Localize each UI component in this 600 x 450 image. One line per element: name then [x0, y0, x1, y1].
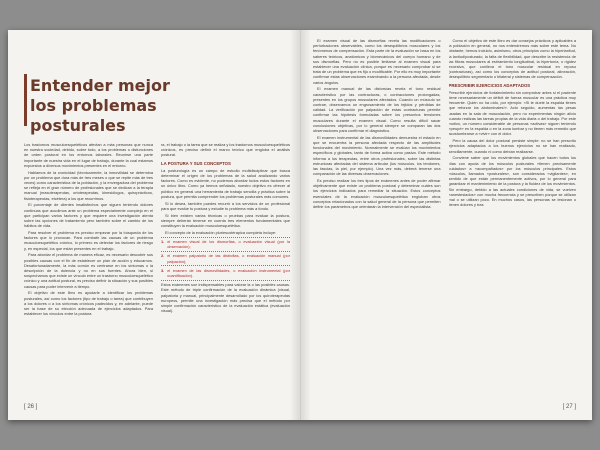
- paragraph: Conviene saber que los movimientos globales que hacen todos los días con ayuda de los músculos posturales «tienen precisamente cuidados» a «acompañados» por los músculos principales. Estos músculos, llamados «posturales», son considerados «vigilantes», en sentido de que están permanentemente activos, por lo general para garantizar el mantenimiento de la postura y la fluidez de los movimientos. Sin embargo, debido a las actuales condiciones de vida, se vuelven «anestesiados» con mucha frecuencia y se prescriben porque se utilizan mal o se utilizan poco. En muchos casos, las personas se lesionan o tienen dolores y tras: [448, 155, 576, 208]
- paragraph: Pero la causa del dolor postural persiste simple: no se han prescrito ejercicios adaptados a los buenos ejercicios no se han realizado, sencillamente, cuando ni como debían realizarse.: [448, 138, 576, 154]
- paragraph: El examen visual de las dismorfias revela las modificaciones o perturbaciones observables, como los desequilibrios musculares y los fenómenos de compensación. Esta parte de la evaluación se basa en los saberes teóricos, anatómicos y biomecánicos del cuerpo humano y de sus dismorfias. Pero no es posible limitarse al examen visual para establecer una evaluación clínica, porque es necesario comprobar si se trata de un problema que es fijo o modificable. Por ello es muy importante confirmar estas observaciones examinando a la persona afectada, desde varios ángulos.: [313, 38, 441, 85]
- list-item: [161, 253, 290, 263]
- chapter-title: [30, 76, 220, 136]
- section-heading: PRESCRIBIR EJERCICIOS ADAPTADOS: [448, 82, 531, 88]
- left-col-2: [161, 142, 290, 390]
- right-col-1: [313, 38, 441, 390]
- list-divider: [161, 237, 290, 238]
- paragraph: El porcentaje de clientes insatisfechos que siguen teniendo dolores continúas que acudimos ante un problema especialmente complejo en el que participan varios factores y que requiere una investigación atenta sobre las opciones de tratamiento pero también sobre el cambio de los hábitos de vida.: [24, 202, 153, 229]
- left-page: [8, 30, 300, 420]
- paragraph: Hablamos de la cronicidad (técnicamente, la inmovilidad se determina por un problema que dura más de tres meses o que se repite más de tres veces) como característica de la población, y la envergadura del problema se refleja en el gran número de profesionales que se dedican a la terapia manual (masoterapeutas, ortoterapeutas, kinesiólogos, quiroprácticos, fisioterapeutas, etcétera) a los que recurrimos.: [24, 169, 153, 201]
- paragraph: El objetivo de este libro es ayudarle a identificar los problemas posturales, así como los factores (tipo de trabajo o tarea) que contribuyen a los dolores o a los síntomas crónicos padecidos y, en adelante, puede ser la base de su elección adecuada de ejercicios adaptados. Para establecer los vínculos entre la postura: [24, 290, 153, 317]
- section-heading: LA POSTURA Y SUS CONCEPTOS: [161, 160, 231, 166]
- list-divider: [161, 265, 290, 266]
- paragraph: Para abordar el problema de manera eficaz, es necesario descubrir sus posibles causas con el fin de establecer un plan de acción y educarnos. Desafortunadamente, la más común es centrarse en los síntomas o la descripción de la dolencia y no en sus fuentes. Ahora bien, si sospechamos que existe un vínculo entre un trastorno musculoesquelético crónico y una actitud postural, es preciso definir la situación y sus posibles causas para poder intervenir a tiempo.: [24, 252, 153, 289]
- paragraph: El examen manual de las distorsías revela el tono residual característico por las contracturas, o contracciones prolongadas, presentes en los grupos musculares afectados. Cuando un músculo se contrae, observamos un engrosamiento de los tejidos y pérdidas de calidad. La verificación por palpación de estas contracturas permite confirmar las hipótesis formuladas sobre los presuntos tensiones musculares durante el examen visual. Como resulta difícil sacar conclusiones objetivas, por lo general siempre se comparan las dos observaciones para confirmar el diagnóstico.: [313, 86, 441, 134]
- paragraph: Como el objetivo de este libro es dar consejos prácticos y aplicables a la población en general, no nos entendremos más sobre este tema. No obstante, hemos incluido, asimismo, otros principios como la hiperlaxitud, la laxitud/posturado, la falta de flexibilidad, que describe la resistencia de las fibras musculares al estiramiento longitudinal, la hipertonía, o rigidez excesiva, que conlleva el tono muscular residual en reposo (contracturas), así como los conceptos de actitud postural, alineación, desequilibrio segmentario o bilateral y sistemas de compensación.: [448, 38, 576, 80]
- list-text: el examen de las dismovilidades, o evaluación instrumental (por cuantificación).: [167, 267, 290, 279]
- left-columns: [24, 142, 290, 390]
- right-page: [300, 30, 592, 420]
- list-number: 2.: [161, 253, 165, 259]
- chapter-title-line1: Entender mejor: [30, 76, 170, 95]
- gutter-shadow: [301, 30, 311, 420]
- paragraph: Si lo desea, también puedes recurrir a los servicios de un profesional para que evalúe tu postura y estudie tu problema más a fondo.: [161, 200, 290, 211]
- list-divider: [161, 280, 290, 281]
- paragraph: Los trastornos musculoesqueléticos afectan a más personas que nunca en nuestra sociedad, debido, sobre todo, a los problemas o disfunciones de orden postural en los entornos laborales. Reunirse una parte importante de nuestra vida en el lugar de trabajo, durante la cual estamos expuestos a diversos movimientos presentes en el entorno.: [24, 142, 153, 168]
- paragraph: ra, el trabajo o la tarea que se realiza y los trastornos musculoesqueléticos crónicos, es preciso definir el marco teórico que engloba el análisis postural.: [161, 142, 290, 158]
- book-spread: [8, 30, 592, 420]
- list-number: 3.: [161, 267, 165, 273]
- gutter-shadow: [290, 30, 300, 420]
- list-number: 1.: [161, 239, 165, 245]
- list-item: [161, 268, 290, 278]
- list-item: [161, 239, 290, 249]
- chapter-title-line2: los problemas posturales: [30, 96, 157, 135]
- list-divider: [161, 251, 290, 252]
- paragraph: Prescribir ejercicios de fortalecimiento sin comprobar antes si el paciente tiene necesariamente un déficit de fuerza muscular es una práctica muy frecuente. Quién no ha oído, por ejemplo: «Si te duele la espalda tienes que reforzar los abdominales!». Acto seguido, aumentas las pesas usadas en la sala de musculación, pero no experimentas ningún alivio cuando realizas las tareas propias de la vida diaria o del trabajo. Por este motivo, un número considerable de personas «activas» siguen teniendo «peupé» en la espalda o en la zona lumbar y no tienen más remedio que acostumbrarse a «vivir» con el dolor.: [448, 89, 576, 137]
- paragraph: Si bien existen varias técnicas o pruebas para evaluar la postura, siempre deberán tenerse en cuenta tres elementos fundamentales que constituyen la evaluación musculoesquelética.: [161, 212, 290, 228]
- paragraph: El examen instrumental de las dismovilidades demuestra el estado en que se encuentra la persona afectada respecto de las amplitudes funcionales del movimiento. Normalmente se evalúan los movimientos específicos y globales, tanto de forma activa como pasiva. Este método informa a los terapeutas, entre otros profesionales, sobre las distintas estructuras afectadas del sistema articular (los músculos, los tendones, las fascias, la piel, por ejemplo). Una vez más, deberá tenerse una comparación de las diversas observaciones.: [313, 134, 441, 177]
- list-text: el examen visual de los dismorfias, o evaluación visual (por la observación);: [167, 239, 290, 250]
- paragraph: Es preciso realizar los tres tipos de exámenes antes de poder afirmar objetivamente que existe un problema postural y determinar cuáles son los ejercicios indicados para remediar la situación. Estos conceptos esenciales de la evaluación musculoesquelética engloban otros conceptos relacionados con la salud general de la persona que permiten definir los parámetros que orientarán la intervención del especialista.: [313, 178, 441, 210]
- paragraph: Para resolver el problema es preciso empezar por la búsqueda de los factores que lo provocan. Para combatir las causas de un problema musculoesquelético crónico, lo primero es detectar los factores de riesgo y, en especial, los que están presentes en el trabajo.: [24, 230, 153, 251]
- right-col-2: [449, 38, 577, 390]
- right-columns: [313, 38, 576, 390]
- left-col-1: [24, 142, 153, 390]
- paragraph: La posturología es un campo de estudio multidisciplinar que busca determinar el origen de los problemas de la salud analizando varios factores. Como es evidente, no podemos abordar todos estos factores en un único libro. Como ya hemos señalado, nuestro objetivo es ofrecer al público en general una herramienta de trabajo sencilla y práctica sobre la postura, que permita comprender los problemas posturales más comunes.: [161, 167, 290, 199]
- list-text: el examen palpatorio de las distrofias, o evaluación manual (por palpación);: [167, 253, 290, 264]
- paragraph: Estos exámenes son indispensables para valorar la o las posibles causas. Este método de triple confirmación de la evaluación dinámica (visual, palpatoria y manual, principalmente desarrollado por los quiroterapeutas europeos, permite una investigación más precisa que el método por simple confirmación característico de la evaluación estática (evaluación visual).: [161, 282, 290, 314]
- page-number-right: [ 27 ]: [562, 404, 576, 410]
- page-number-left: [ 26 ]: [24, 404, 38, 410]
- paragraph: El concepto de la evaluación pluriescotérapica completa incluye:: [165, 229, 277, 235]
